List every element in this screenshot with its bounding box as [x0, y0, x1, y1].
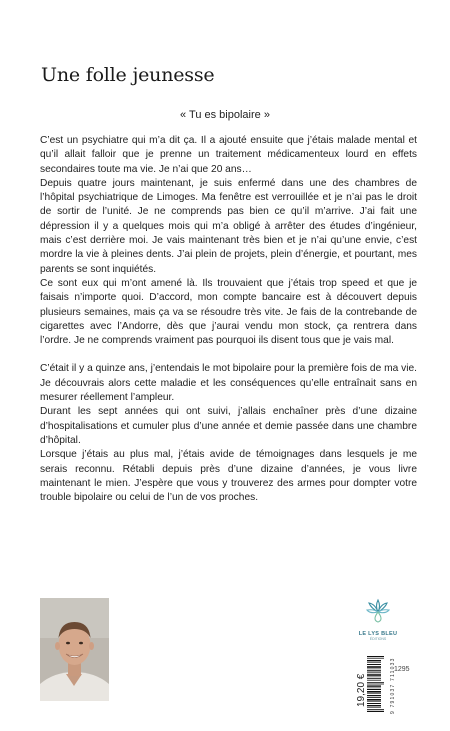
price-label: 19,20 € [356, 673, 367, 707]
book-code: 1295 [394, 666, 410, 673]
publisher-logo [350, 598, 406, 658]
paragraph-5: Durant les sept années qui ont suivi, j’allais enchaîner près d’une dizaine d’hospitalisations et cumuler plus d’une année et demie passée dans une chambre d’hôpital. [40, 406, 417, 446]
paragraph-1: C’est un psychiatre qui m’a dit ça. Il a ajouté ensuite que j’étais malade mental et qu’il allait falloir que je prenne un traitement médicamenteux lourd en effets secondaires toute ma vie. Je n’ai que 20 ans… [40, 135, 417, 175]
barcode-number: 9 791037 711033 [390, 657, 396, 714]
author-portrait-icon [40, 598, 109, 701]
back-cover-text [40, 134, 417, 505]
publisher-name: LE LYS BLEU [358, 631, 398, 637]
book-subtitle: « Tu es bipolaire » [180, 109, 270, 121]
publisher-subname: ÉDITIONS [369, 637, 387, 641]
paragraph-3: Ce sont eux qui m’ont amené là. Ils trouvaient que j’étais trop speed et que je faisais n’importe quoi. D’accord, mon compte bancaire est à découvert depuis plusieurs semaines, mais ça va se résoudre très vite. Je fais de la contrebande de cigarettes avec l’Andorre, dès que j’aurai vendu mon stock, ça rentrera dans l’ordre. Je ne comprends vraiment pas pourquoi ils disent tous que je vais mal. [40, 277, 417, 347]
paragraph-4: C’était il y a quinze ans, j’entendais le mot bipolaire pour la première fois de ma vie. Je découvrais alors cette maladie et les conséquences qu’elle entraînait sans en mesurer réellement l’ampleur. [40, 363, 417, 404]
lotus-icon [366, 598, 390, 624]
paragraph-2: Depuis quatre jours maintenant, je suis enfermé dans une des chambres de l’hôpital psychiatrique de Limoges. Ma fenêtre est verrouillée et je n’ai pas le droit de sortir de l’unité. Je ne comprends pas bien ce qu’il m’arrive. J’ai fait une dépression il y a quelques mois qui m’a obligé à arrêter des études d’ingénieur, mais c’est derrière moi. Je vais maintenant très bien et je n’ai qu’une envie, c’est mordre la vie à pleines dents. J’ai plein de projets, plein d’énergie, et pourtant, mes parents se sont inquiétés. [40, 177, 417, 275]
barcode-icon [367, 656, 384, 712]
book-title: Une folle jeunesse [41, 64, 215, 86]
paragraph-6: Lorsque j’étais au plus mal, j’étais avide de témoignages dans lesquels je me serais reconnu. Rétabli depuis près d’une dizaine d’années, je vous livre maintenant le mien. J’espère que vous y trouverez des armes pour dompter votre trouble bipolaire ou celui de l’un de vos proches. [40, 449, 417, 504]
author-photo [40, 598, 109, 701]
